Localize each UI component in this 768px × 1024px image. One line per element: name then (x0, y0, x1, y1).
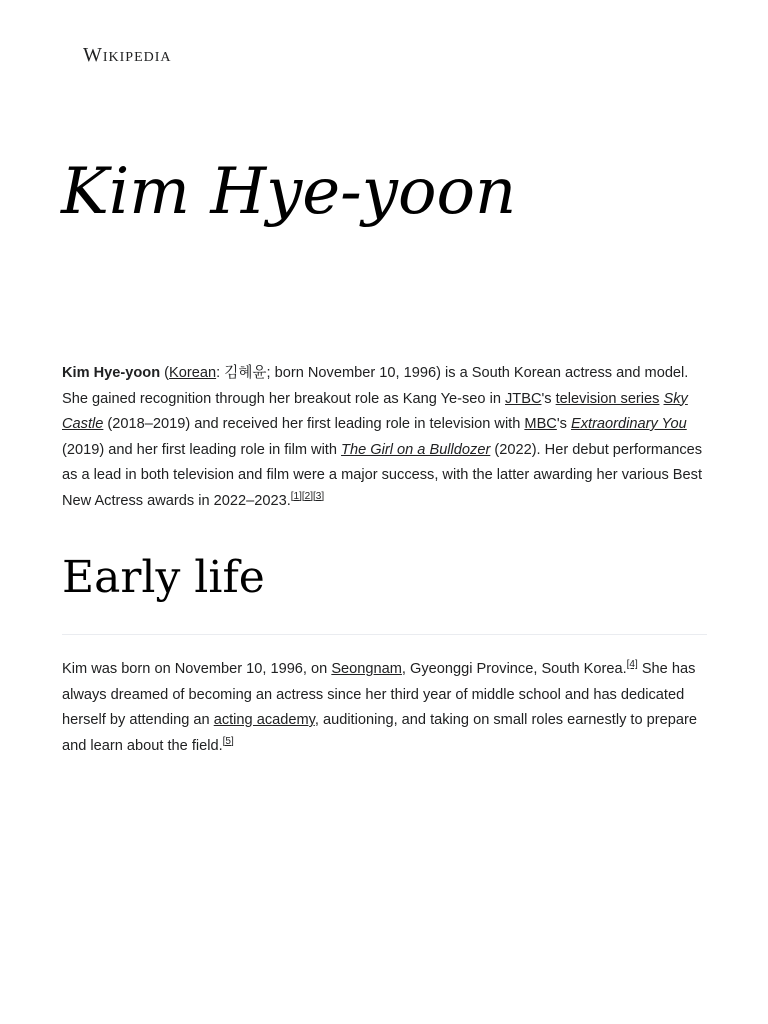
early-life-text: Kim was born on November 10, 1996, on (62, 661, 332, 677)
lead-text: ( (160, 365, 170, 381)
link-jtbc[interactable]: JTBC (505, 390, 542, 407)
link-girl-on-a-bulldozer[interactable]: The Girl on a Bulldozer (341, 441, 491, 458)
lead-text: 's (556, 416, 571, 432)
link-mbc[interactable]: MBC (524, 416, 557, 432)
lead-text: (2019) and her first leading role in film with (62, 441, 342, 458)
early-life-paragraph (62, 657, 707, 759)
link-extraordinary-you[interactable]: Extraordinary You (570, 416, 687, 432)
wikipedia-logo[interactable]: Wikipedia (83, 44, 172, 66)
link-seongnam[interactable]: Seongnam (331, 661, 402, 677)
lead-text: : 김혜윤; born November 10, 1996) is a South Korean actress and model. She gained recognition through her breakout role as Kang Ye-seo in (62, 365, 689, 407)
section-divider (62, 634, 707, 635)
reference-3[interactable]: [3] (313, 490, 325, 502)
early-life-text: , auditioning, and taking on small roles earnestly to prepare and learn about the field. (62, 712, 697, 754)
reference-1[interactable]: [1] (290, 490, 302, 502)
early-life-text: She has always dreamed of becoming an actress since her third year of middle school and has dedicated herself by attending an (62, 661, 696, 728)
reference-4[interactable]: [4] (626, 659, 638, 671)
lead-text: (2018–2019) and received her first leading role in television with (103, 416, 525, 432)
reference-2[interactable]: [2] (301, 490, 314, 502)
early-life-text: , Gyeonggi Province, South Korea. (401, 661, 627, 677)
link-sky-castle[interactable]: Sky Castle (62, 390, 688, 432)
page-title: Kim Hye-yoon (61, 155, 517, 229)
lead-text: (2022). Her debut performances as a lead in both television and film were a major success, with the latter awarding her various Best New Actress awards in 2022–2023. (62, 441, 703, 509)
lead-text: 's (541, 390, 556, 407)
article-subject: Kim Hye-yoon (62, 365, 161, 381)
link-television-series[interactable]: television series (555, 390, 660, 407)
reference-5[interactable]: [5] (222, 735, 234, 747)
link-acting-academy[interactable]: acting academy (213, 712, 315, 728)
lead-paragraph (62, 361, 707, 514)
link-korean[interactable]: Korean (169, 365, 217, 381)
section-heading-early-life: Early life (62, 552, 265, 603)
